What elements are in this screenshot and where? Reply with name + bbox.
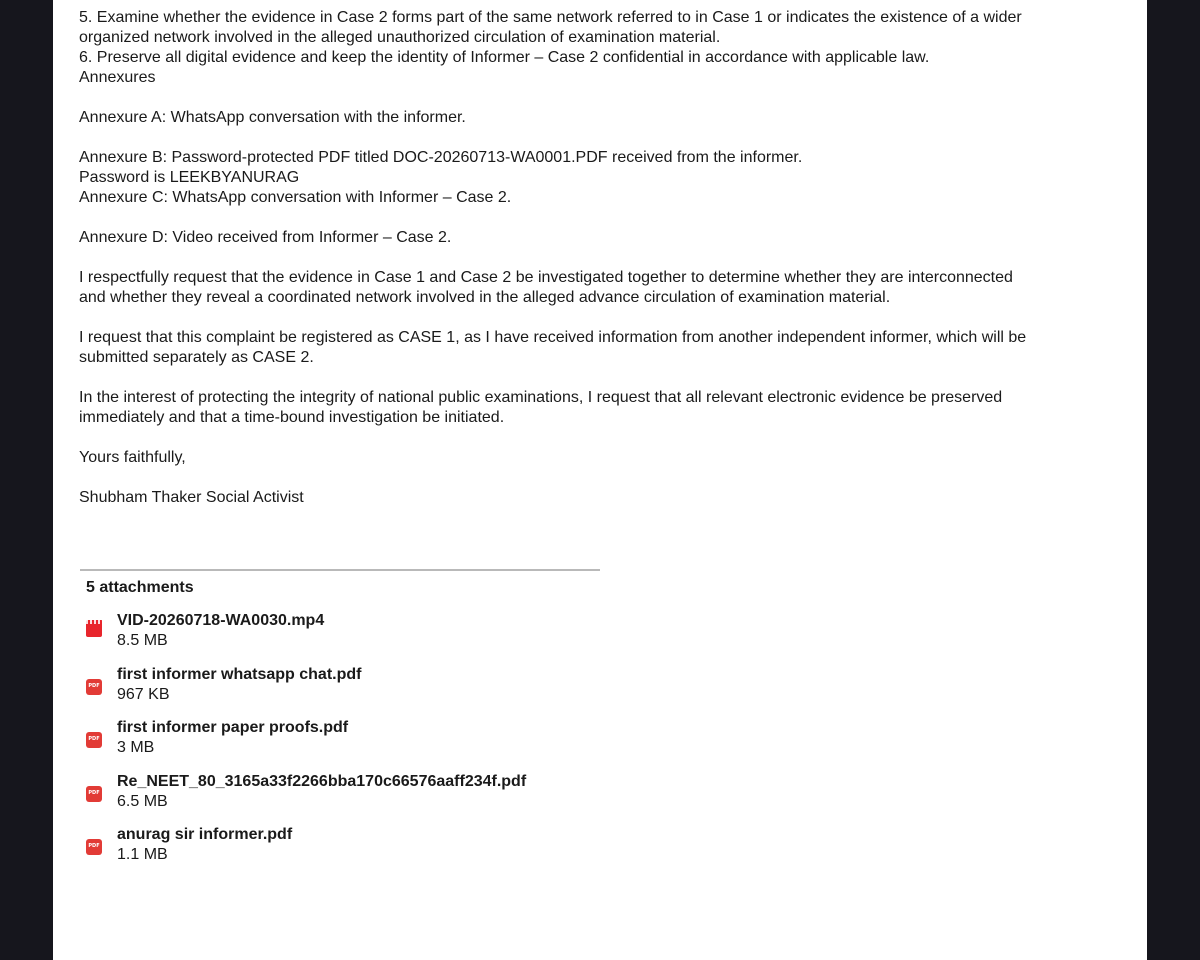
paragraph-integrity: In the interest of protecting the integrity of national public examinations, I request that all relevant electronic evidence be preserved bbox=[79, 389, 1003, 406]
pdf-file-icon: PDF bbox=[86, 839, 102, 855]
attachment-item[interactable] bbox=[86, 665, 786, 719]
pdf-file-icon: PDF bbox=[86, 679, 102, 695]
attachment-item[interactable] bbox=[86, 611, 786, 665]
attachment-size: 1.1 MB bbox=[117, 846, 168, 863]
attachment-name[interactable]: first informer paper proofs.pdf bbox=[117, 719, 349, 736]
attachment-item[interactable] bbox=[86, 718, 786, 772]
attachment-size: 6.5 MB bbox=[117, 792, 168, 810]
body-line-request-5-cont: organized network involved in the alleged unauthorized circulation of examination material. bbox=[79, 29, 721, 46]
pdf-file-icon: PDF bbox=[86, 786, 102, 802]
annexure-b: Annexure B: Password-protected PDF titled DOC-20260713-WA0001.PDF received from the informer. bbox=[79, 149, 803, 166]
attachment-size: 3 MB bbox=[117, 739, 155, 756]
paragraph-integrity-cont: immediately and that a time-bound investigation be initiated. bbox=[79, 409, 505, 426]
closing-salutation: Yours faithfully, bbox=[79, 449, 186, 466]
email-body bbox=[79, 8, 1129, 508]
attachment-name[interactable]: VID-20260718-WA0030.mp4 bbox=[117, 612, 325, 629]
pdf-file-icon: PDF bbox=[86, 732, 102, 748]
attachment-item[interactable] bbox=[86, 825, 786, 879]
annexure-d: Annexure D: Video received from Informer – Case 2. bbox=[79, 229, 452, 246]
paragraph-register-case: I request that this complaint be registered as CASE 1, as I have received information from another independent informer, which will be bbox=[79, 329, 1027, 346]
attachment-name[interactable]: Re_NEET_80_3165a33f2266bba170c66576aaff234f.pdf bbox=[117, 772, 527, 790]
body-line-request-5: 5. Examine whether the evidence in Case 2 forms part of the same network referred to in Case 1 or indicates the existence of a wider bbox=[79, 9, 1022, 26]
annexures-heading: Annexures bbox=[79, 69, 156, 86]
signature: Shubham Thaker Social Activist bbox=[79, 489, 304, 506]
video-file-icon bbox=[86, 620, 102, 637]
annexure-b-password: Password is LEEKBYANURAG bbox=[79, 169, 300, 186]
attachment-name[interactable]: first informer whatsapp chat.pdf bbox=[117, 665, 362, 683]
attachment-item[interactable] bbox=[86, 772, 786, 826]
body-line-request-6: 6. Preserve all digital evidence and keep the identity of Informer – Case 2 confidential in accordance with applicable law. bbox=[79, 49, 930, 66]
paragraph-investigate-together: I respectfully request that the evidence in Case 1 and Case 2 be investigated together to determine whether they are interconnected bbox=[79, 269, 1013, 286]
attachments-count: 5 attachments bbox=[86, 579, 194, 596]
attachment-size: 967 KB bbox=[117, 685, 170, 703]
annexure-c: Annexure C: WhatsApp conversation with Informer – Case 2. bbox=[79, 189, 512, 206]
attachments-list bbox=[86, 611, 786, 879]
attachment-size: 8.5 MB bbox=[117, 632, 168, 649]
email-page bbox=[53, 0, 1147, 960]
paragraph-register-case-cont: submitted separately as CASE 2. bbox=[79, 349, 314, 366]
attachments-divider bbox=[80, 569, 600, 571]
annexure-a: Annexure A: WhatsApp conversation with the informer. bbox=[79, 109, 466, 126]
attachment-name[interactable]: anurag sir informer.pdf bbox=[117, 826, 293, 843]
paragraph-investigate-together-cont: and whether they reveal a coordinated network involved in the alleged advance circulation of examination material. bbox=[79, 289, 891, 306]
